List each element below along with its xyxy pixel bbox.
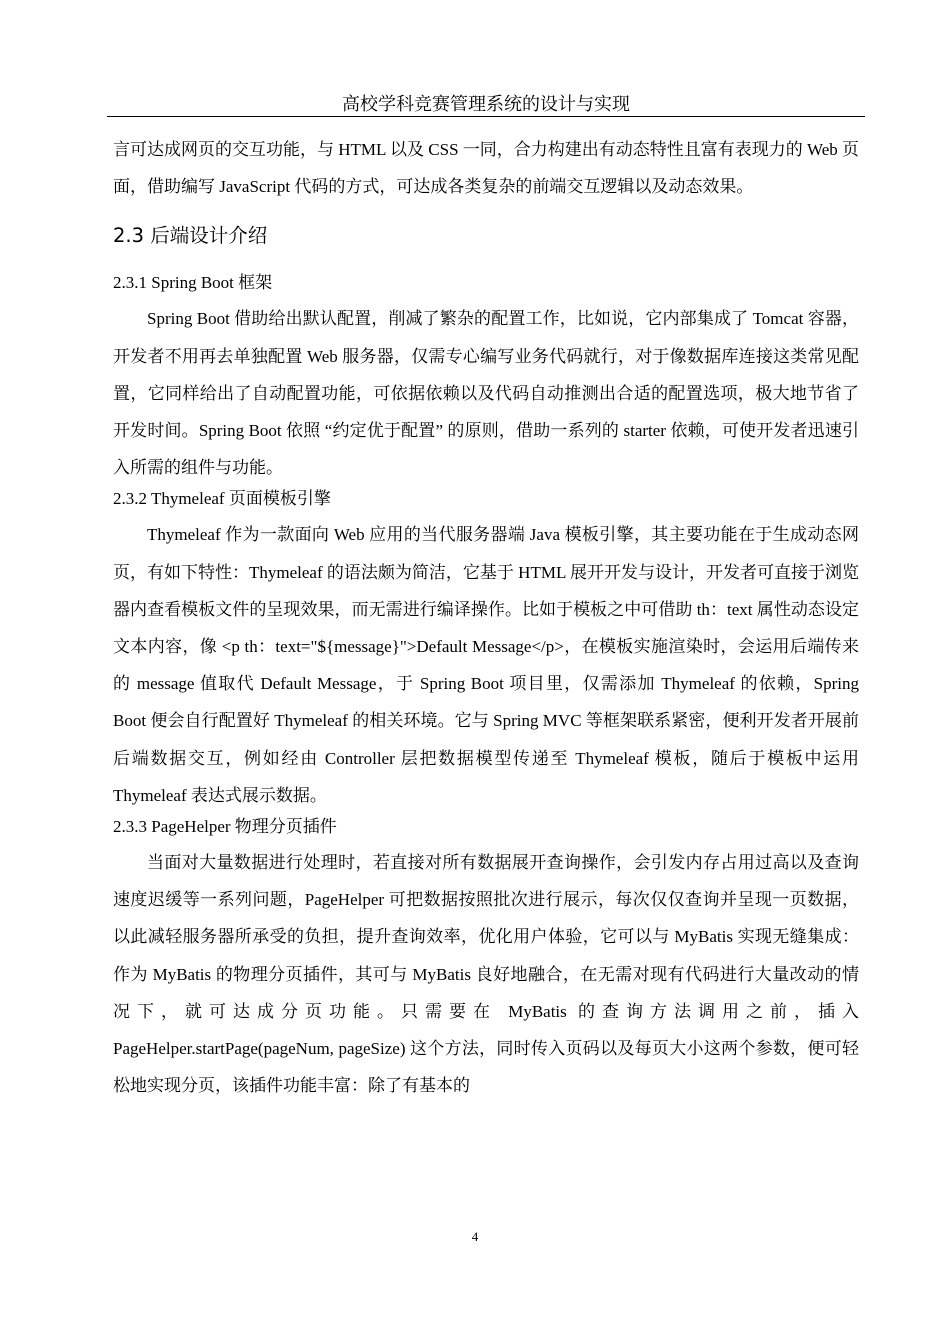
paragraph-spring-boot: Spring Boot 借助给出默认配置，削减了繁杂的配置工作，比如说，它内部集成了 Tomcat 容器，开发者不用再去单独配置 Web 服务器，仅需专心编写业务代码就行，对于像数据库连接这类常见配置，它同样给出了自动配置功能，可依据依赖以及代码自动推测出合适的配置选项，极大地节省了开发时间。Spring Boot 依照 “约定优于配置” 的原则，借助一系列的 starter 依赖，可使开发者迅速引入所需的组件与功能。 — [113, 309, 859, 478]
subsection-heading-thymeleaf: 2.3.2 Thymeleaf 页面模板引擎 — [113, 489, 331, 509]
intro-paragraph: 言可达成网页的交互功能，与 HTML 以及 CSS 一同，合力构建出有动态特性且富有表现力的 Web 页面，借助编写 JavaScript 代码的方式，可达成各类复杂的前端交互逻辑以及动态效果。 — [113, 140, 860, 197]
paragraph-thymeleaf: Thymeleaf 作为一款面向 Web 应用的当代服务器端 Java 模板引擎，其主要功能在于生成动态网页，有如下特性：Thymeleaf 的语法颇为简洁，它基于 HTML 展开开发与设计，开发者可直接于浏览器内查看模板文件的呈现效果，而无需进行编译操作。比如于模板之中可借助 th：text 属性动态设定文本内容，像 <p th：text="${message}">Default Message</p>，在模板实施渲染时，会运用后端传来的 message 值取代 Default Message，于 Spring Boot 项目里，仅需添加 Thymeleaf 的依赖，Spring Boot 便会自行配置好 Thymeleaf 的相关环境。它与 Spring MVC 等框架联系紧密，便利开发者开展前后端数据交互，例如经由 Controller 层把数据模型传递至 Thymeleaf 模板，随后于模板中运用 Thymeleaf 表达式展示数据。 — [113, 525, 859, 805]
section-heading: 2.3 后端设计介绍 — [113, 224, 268, 248]
page-body — [113, 131, 859, 1104]
subsection-heading-pagehelper: 2.3.3 PageHelper 物理分页插件 — [113, 817, 337, 837]
subsection-heading-spring-boot: 2.3.1 Spring Boot 框架 — [113, 273, 273, 293]
page-number: 4 — [471, 1229, 479, 1244]
running-header: 高校学科竞赛管理系统的设计与实现 — [107, 92, 865, 117]
paragraph-pagehelper: 当面对大量数据进行处理时，若直接对所有数据展开查询操作，会引发内存占用过高以及查询速度迟缓等一系列问题，PageHelper 可把数据按照批次进行展示，每次仅仅查询并呈现一页数据，以此减轻服务器所承受的负担，提升查询效率，优化用户体验，它可以与 MyBatis 实现无缝集成：作为 MyBatis 的物理分页插件，其可与 MyBatis 良好地融合，在无需对现有代码进行大量改动的情况下，就可达成分页功能。只需要在 MyBatis 的查询方法调用之前，插入 PageHelper.startPage(pageNum, pageSize) 这个方法，同时传入页码以及每页大小这两个参数，便可轻松地实现分页，该插件功能丰富：除了有基本的 — [113, 853, 859, 1096]
